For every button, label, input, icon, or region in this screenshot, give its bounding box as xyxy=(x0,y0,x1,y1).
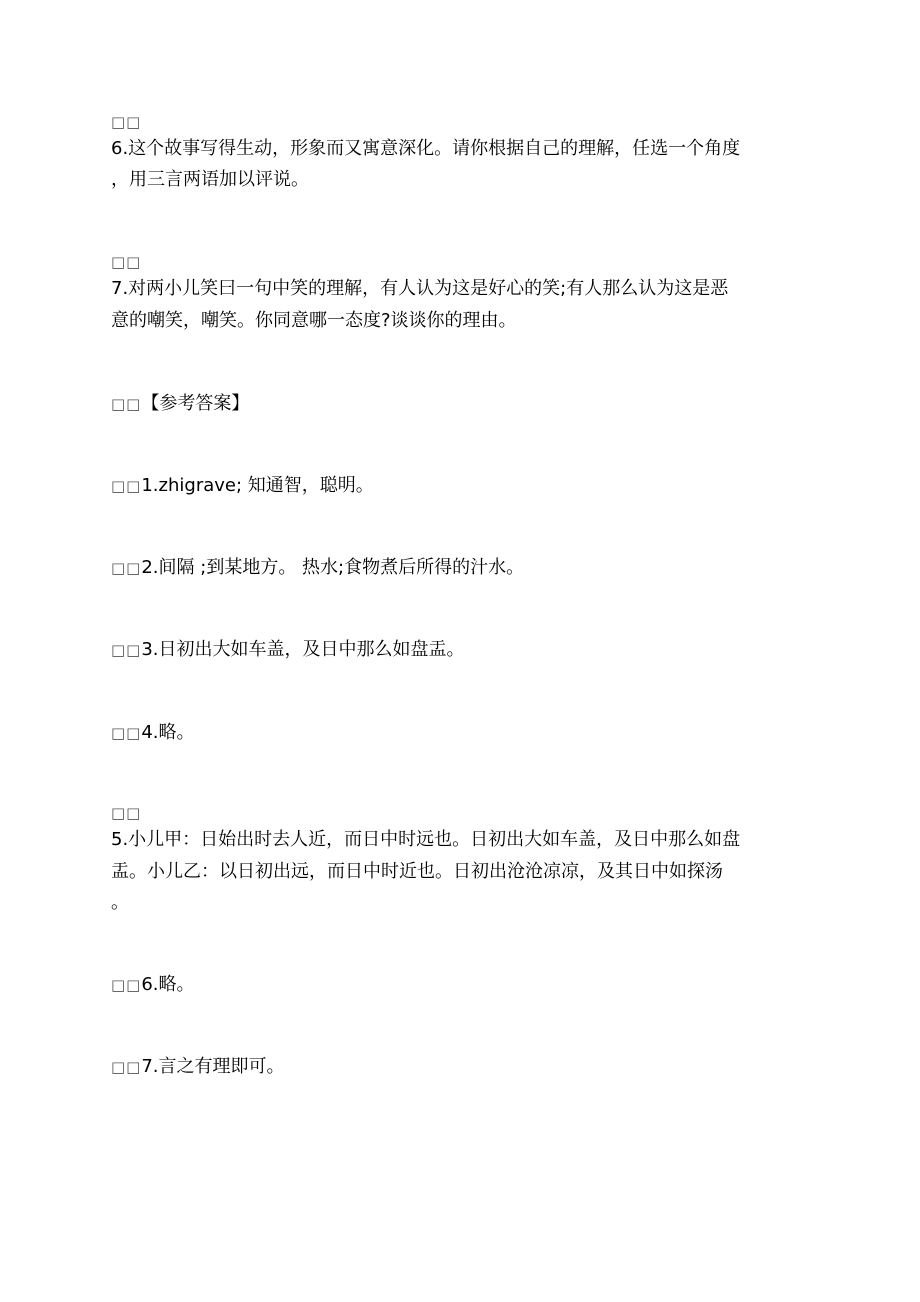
question-7-line-1: 7.对两小儿笑曰一句中笑的理解，有人认为这是好心的笑;有人那么认为这是恶 xyxy=(111,278,729,299)
answer-6: 6.略。 xyxy=(141,974,195,995)
answers-heading-row xyxy=(111,391,249,417)
answer-4-row xyxy=(111,720,195,746)
answer-5-line-2: 盂。小儿乙：以日初出远，而日中时近也。日初出沧沧凉凉，及其日中如探汤 xyxy=(111,861,723,882)
answer-3: 3.日初出大如车盖，及日中那么如盘盂。 xyxy=(141,639,465,660)
section-marker: □□ xyxy=(111,1058,142,1076)
answer-1-row xyxy=(111,473,374,499)
question-7-line-2: 意的嘲笑，嘲笑。你同意哪一态度?谈谈你的理由。 xyxy=(111,310,517,331)
question-6-line-2: ，用三言两语加以评说。 xyxy=(111,169,309,190)
answer-5-line-3: 。 xyxy=(111,892,129,913)
answers-heading: 【参考答案】 xyxy=(141,393,250,414)
question-6-line-1: 6.这个故事写得生动，形象而又寓意深化。请你根据自己的理解，任选一个角度 xyxy=(111,138,741,159)
section-marker: □□ xyxy=(111,113,142,131)
section-marker: □□ xyxy=(111,395,142,413)
section-marker: □□ xyxy=(111,724,142,742)
answer-1: 1.zhigrave; 知通智，聪明。 xyxy=(141,475,374,496)
section-marker: □□ xyxy=(111,559,142,577)
section-marker: □□ xyxy=(111,253,142,271)
section-marker: □□ xyxy=(111,641,142,659)
section-marker: □□ xyxy=(111,804,142,822)
answer-5-line-1: 5.小儿甲：日始出时去人近，而日中时远也。日初出大如车盖，及日中那么如盘 xyxy=(111,829,741,850)
answer-7: 7.言之有理即可。 xyxy=(141,1056,285,1077)
answer-6-row xyxy=(111,972,195,998)
answer-3-row xyxy=(111,637,465,663)
section-marker: □□ xyxy=(111,976,142,994)
answer-4: 4.略。 xyxy=(141,722,195,743)
section-marker: □□ xyxy=(111,477,142,495)
answer-2: 2.间隔 ;到某地方。 热水;食物煮后所得的汁水。 xyxy=(141,557,525,578)
answer-2-row xyxy=(111,555,524,581)
answer-7-row xyxy=(111,1054,285,1080)
